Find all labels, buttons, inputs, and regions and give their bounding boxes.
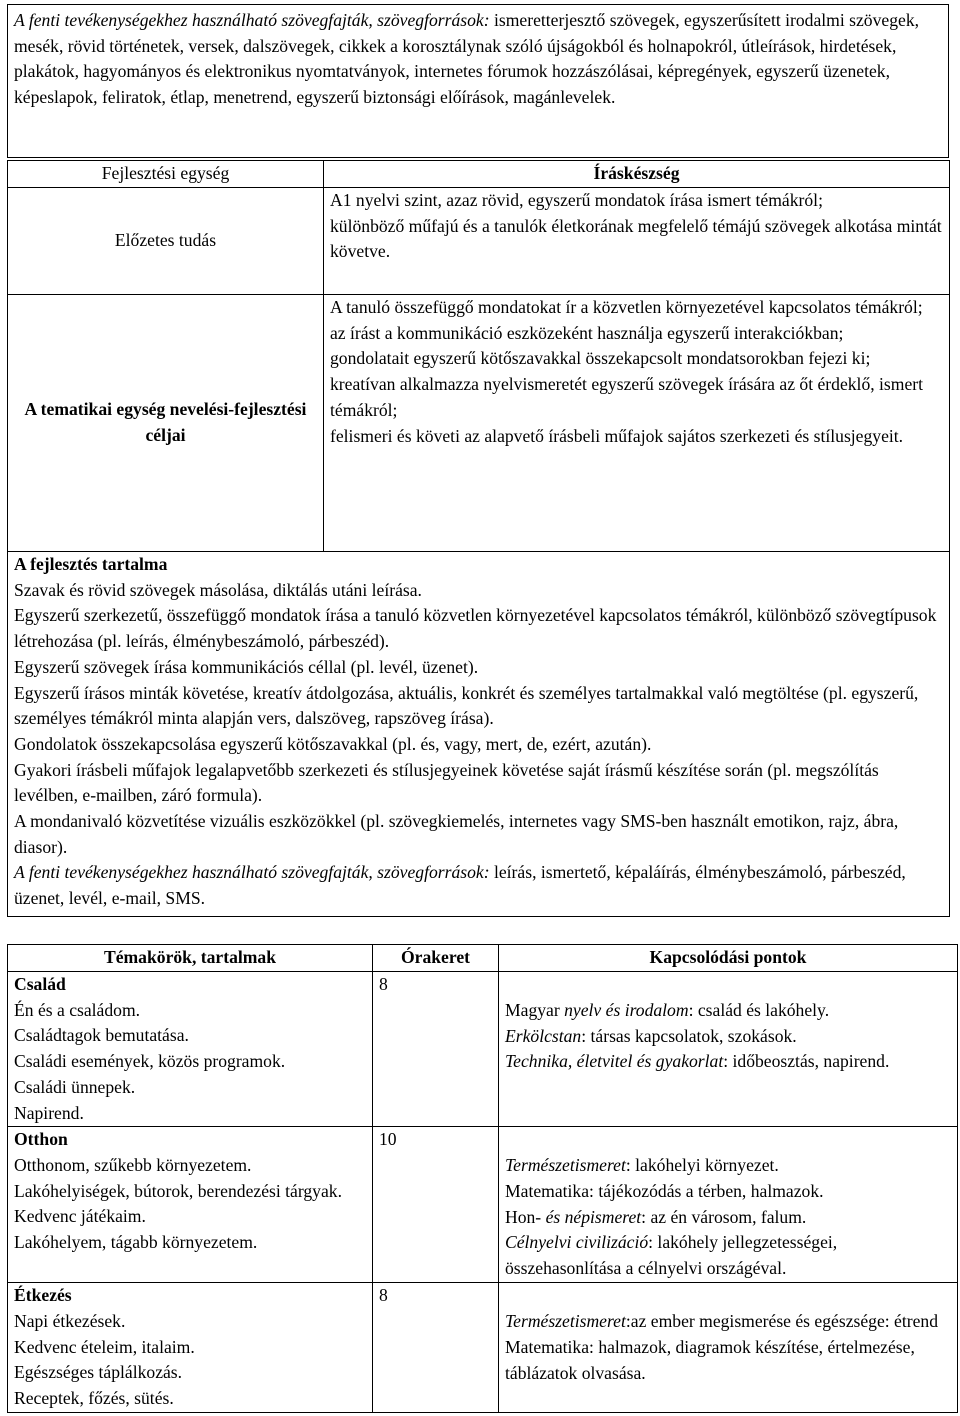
content-line: Egyszerű szerkezetű, összefüggő mondatok írása a tanuló közvetlen környezetével kapcsolatos témákról, különböző szövegtípusok létrehozása (pl. leírás, élménybeszámoló, párbeszéd). xyxy=(14,605,937,652)
goals-cell xyxy=(324,295,950,552)
link-item: Magyar nyelv és irodalom: család és lakóhely. xyxy=(505,1000,830,1020)
content-line: Szavak és rövid szövegek másolása, diktálás utáni leírása. xyxy=(14,579,422,600)
content-line: A mondanivaló közvetítése vizuális eszközökkel (pl. szövegkiemelés, internetes vagy SMS-ben használt emotikon, rajz, ábra, diasor). xyxy=(14,811,899,857)
topic-cell xyxy=(8,1283,373,1413)
goal-line: gondolatait egyszerű kötőszavakkal összekapcsolt mondatsorokban fejezi ki; xyxy=(330,348,871,369)
hours-cell xyxy=(373,1283,499,1413)
content-line: Gondolatok összekapcsolása egyszerű kötőszavakkal (pl. és, vagy, mert, de, ezért, azután). xyxy=(14,733,652,754)
header-hours-label: Órakeret xyxy=(400,947,471,967)
topic-item: Lakóhelyem, tágabb környezetem. xyxy=(14,1232,258,1253)
topic-item: Családtagok bemutatása. xyxy=(14,1025,189,1046)
links-cell xyxy=(499,1127,958,1283)
header-topics xyxy=(8,945,373,972)
header-topics-label: Témakörök, tartalmak xyxy=(103,947,276,967)
goal-line: kreatívan alkalmazza nyelvismeretét egyszerű szövegek írására az őt érdeklő, ismert témákról; xyxy=(330,374,924,420)
development-unit-table xyxy=(7,160,950,917)
link-item: Erkölcstan: társas kapcsolatok, szokások. xyxy=(505,1025,797,1046)
hours-value: 10 xyxy=(379,1129,397,1150)
content-cell xyxy=(8,552,950,917)
text-sources-lead: A fenti tevékenységekhez használható szövegfajták, szövegforrások: xyxy=(14,10,490,30)
goal-line: az írást a kommunikáció eszközeként használja egyszerű interakciókban; xyxy=(330,322,844,343)
prior-knowledge-label-cell xyxy=(8,188,324,295)
content-line: Gyakori írásbeli műfajok legalapvetőbb szerkezeti és stílusjegyeinek követése saját írásmű készítése során (pl. megszólítás levélben, e-mailben, záró formula). xyxy=(14,759,879,806)
topic-item: Családi ünnepek. xyxy=(14,1076,136,1097)
topic-item: Családi események, közös programok. xyxy=(14,1051,286,1072)
links-cell xyxy=(499,972,958,1127)
prior-line: különböző műfajú és a tanulók életkorának megfelelő témájú szövegek alkotása mintát követve. xyxy=(330,215,942,262)
prior-knowledge-cell xyxy=(324,188,950,295)
hours-cell xyxy=(373,972,499,1127)
text-sources-text: ismeretterjesztő szövegek, egyszerűsített irodalmi szövegek, mesék, rövid történetek, versek, dalszövegek, cikkek a korosztálynak szóló újságokból és holnapokról, útleírások, hirdetések, plakátok, hagyományos és elektronikus nyomtatványok, internetes fórumok hozzászólásai, képregények, egyszerű üzenetek, képeslapok, feliratok, étlap, menetrend, egyszerű biztonsági előírások, magánlevelek. xyxy=(14,10,920,108)
link-item: Természetismeret: lakóhelyi környezet. xyxy=(505,1155,779,1176)
header-links xyxy=(499,945,958,972)
links-cell xyxy=(499,1283,958,1413)
text-sources-box xyxy=(7,4,949,158)
header-hours xyxy=(373,945,499,972)
prior-knowledge-label: Előzetes tudás xyxy=(114,230,217,251)
link-item: Matematika: halmazok, diagramok készítése, értelmezése, táblázatok olvasása. xyxy=(505,1336,915,1383)
skill-title: Íráskészség xyxy=(593,163,680,183)
goal-line: felismeri és követi az alapvető írásbeli műfajok sajátos szerkezeti és stílusjegyeit. xyxy=(330,425,904,446)
topic-item: Napi étkezések. xyxy=(14,1310,126,1331)
topics-table xyxy=(7,944,958,1413)
prior-line: A1 nyelvi szint, azaz rövid, egyszerű mondatok írása ismert témákról; xyxy=(330,190,823,210)
sources-lead: A fenti tevékenységekhez használható szövegfajták, szövegforrások: xyxy=(14,862,490,883)
topic-item: Napirend. xyxy=(14,1102,84,1123)
content-line: Egyszerű írásos minták követése, kreatív átdolgozása, aktuális, konkrét és személyes tartalmakkal való megtöltése (pl. egyszerű, személyes témákról minta alapján vers, dalszöveg, rapszöveg írása). xyxy=(14,682,919,729)
goals-label-cell xyxy=(8,295,324,552)
link-item: Hon- és népismeret: az én városom, falum. xyxy=(505,1206,807,1227)
topic-item: Receptek, főzés, sütés. xyxy=(14,1388,174,1409)
skill-cell xyxy=(324,161,950,188)
link-item: Technika, életvitel és gyakorlat: időbeosztás, napirend. xyxy=(505,1051,890,1072)
topic-cell xyxy=(8,972,373,1127)
topic-item: Én és a családom. xyxy=(14,999,141,1020)
sources-paragraph xyxy=(14,860,943,911)
topic-title: Otthon xyxy=(14,1129,68,1150)
goals-label: A tematikai egység nevelési-fejlesztési céljai xyxy=(24,399,307,445)
topic-title: Család xyxy=(14,974,66,994)
link-item: Természetismeret:az ember megismerése és egészsége: étrend xyxy=(505,1311,939,1332)
topic-item: Kedvenc ételeim, italaim. xyxy=(14,1336,195,1357)
sources-text: leírás, ismertető, képaláírás, élménybeszámoló, párbeszéd, üzenet, levél, e-mail, SMS. xyxy=(14,862,906,909)
hours-value: 8 xyxy=(379,974,388,994)
content-label: A fejlesztés tartalma xyxy=(14,554,168,574)
topic-item: Kedvenc játékaim. xyxy=(14,1206,146,1227)
goal-line: A tanuló összefüggő mondatokat ír a közvetlen környezetével kapcsolatos témákról; xyxy=(330,297,923,317)
unit-label-cell xyxy=(8,161,324,188)
topic-cell xyxy=(8,1127,373,1283)
unit-label: Fejlesztési egység xyxy=(101,163,230,183)
header-links-label: Kapcsolódási pontok xyxy=(649,947,807,967)
hours-cell xyxy=(373,1127,499,1283)
content-line: Egyszerű szövegek írása kommunikációs céllal (pl. levél, üzenet). xyxy=(14,656,479,677)
topic-item: Otthonom, szűkebb környezetem. xyxy=(14,1154,252,1175)
hours-value: 8 xyxy=(379,1285,388,1306)
link-item: Matematika: tájékozódás a térben, halmazok. xyxy=(505,1180,824,1201)
topic-item: Egészséges táplálkozás. xyxy=(14,1362,183,1383)
topic-item: Lakóhelyiségek, bútorok, berendezési tárgyak. xyxy=(14,1180,342,1201)
topic-title: Étkezés xyxy=(14,1285,72,1306)
link-item: Célnyelvi civilizáció: lakóhely jellegzetességei, összehasonlítása a célnyelvi országéval. xyxy=(505,1232,838,1279)
text-sources-paragraph xyxy=(14,8,942,111)
